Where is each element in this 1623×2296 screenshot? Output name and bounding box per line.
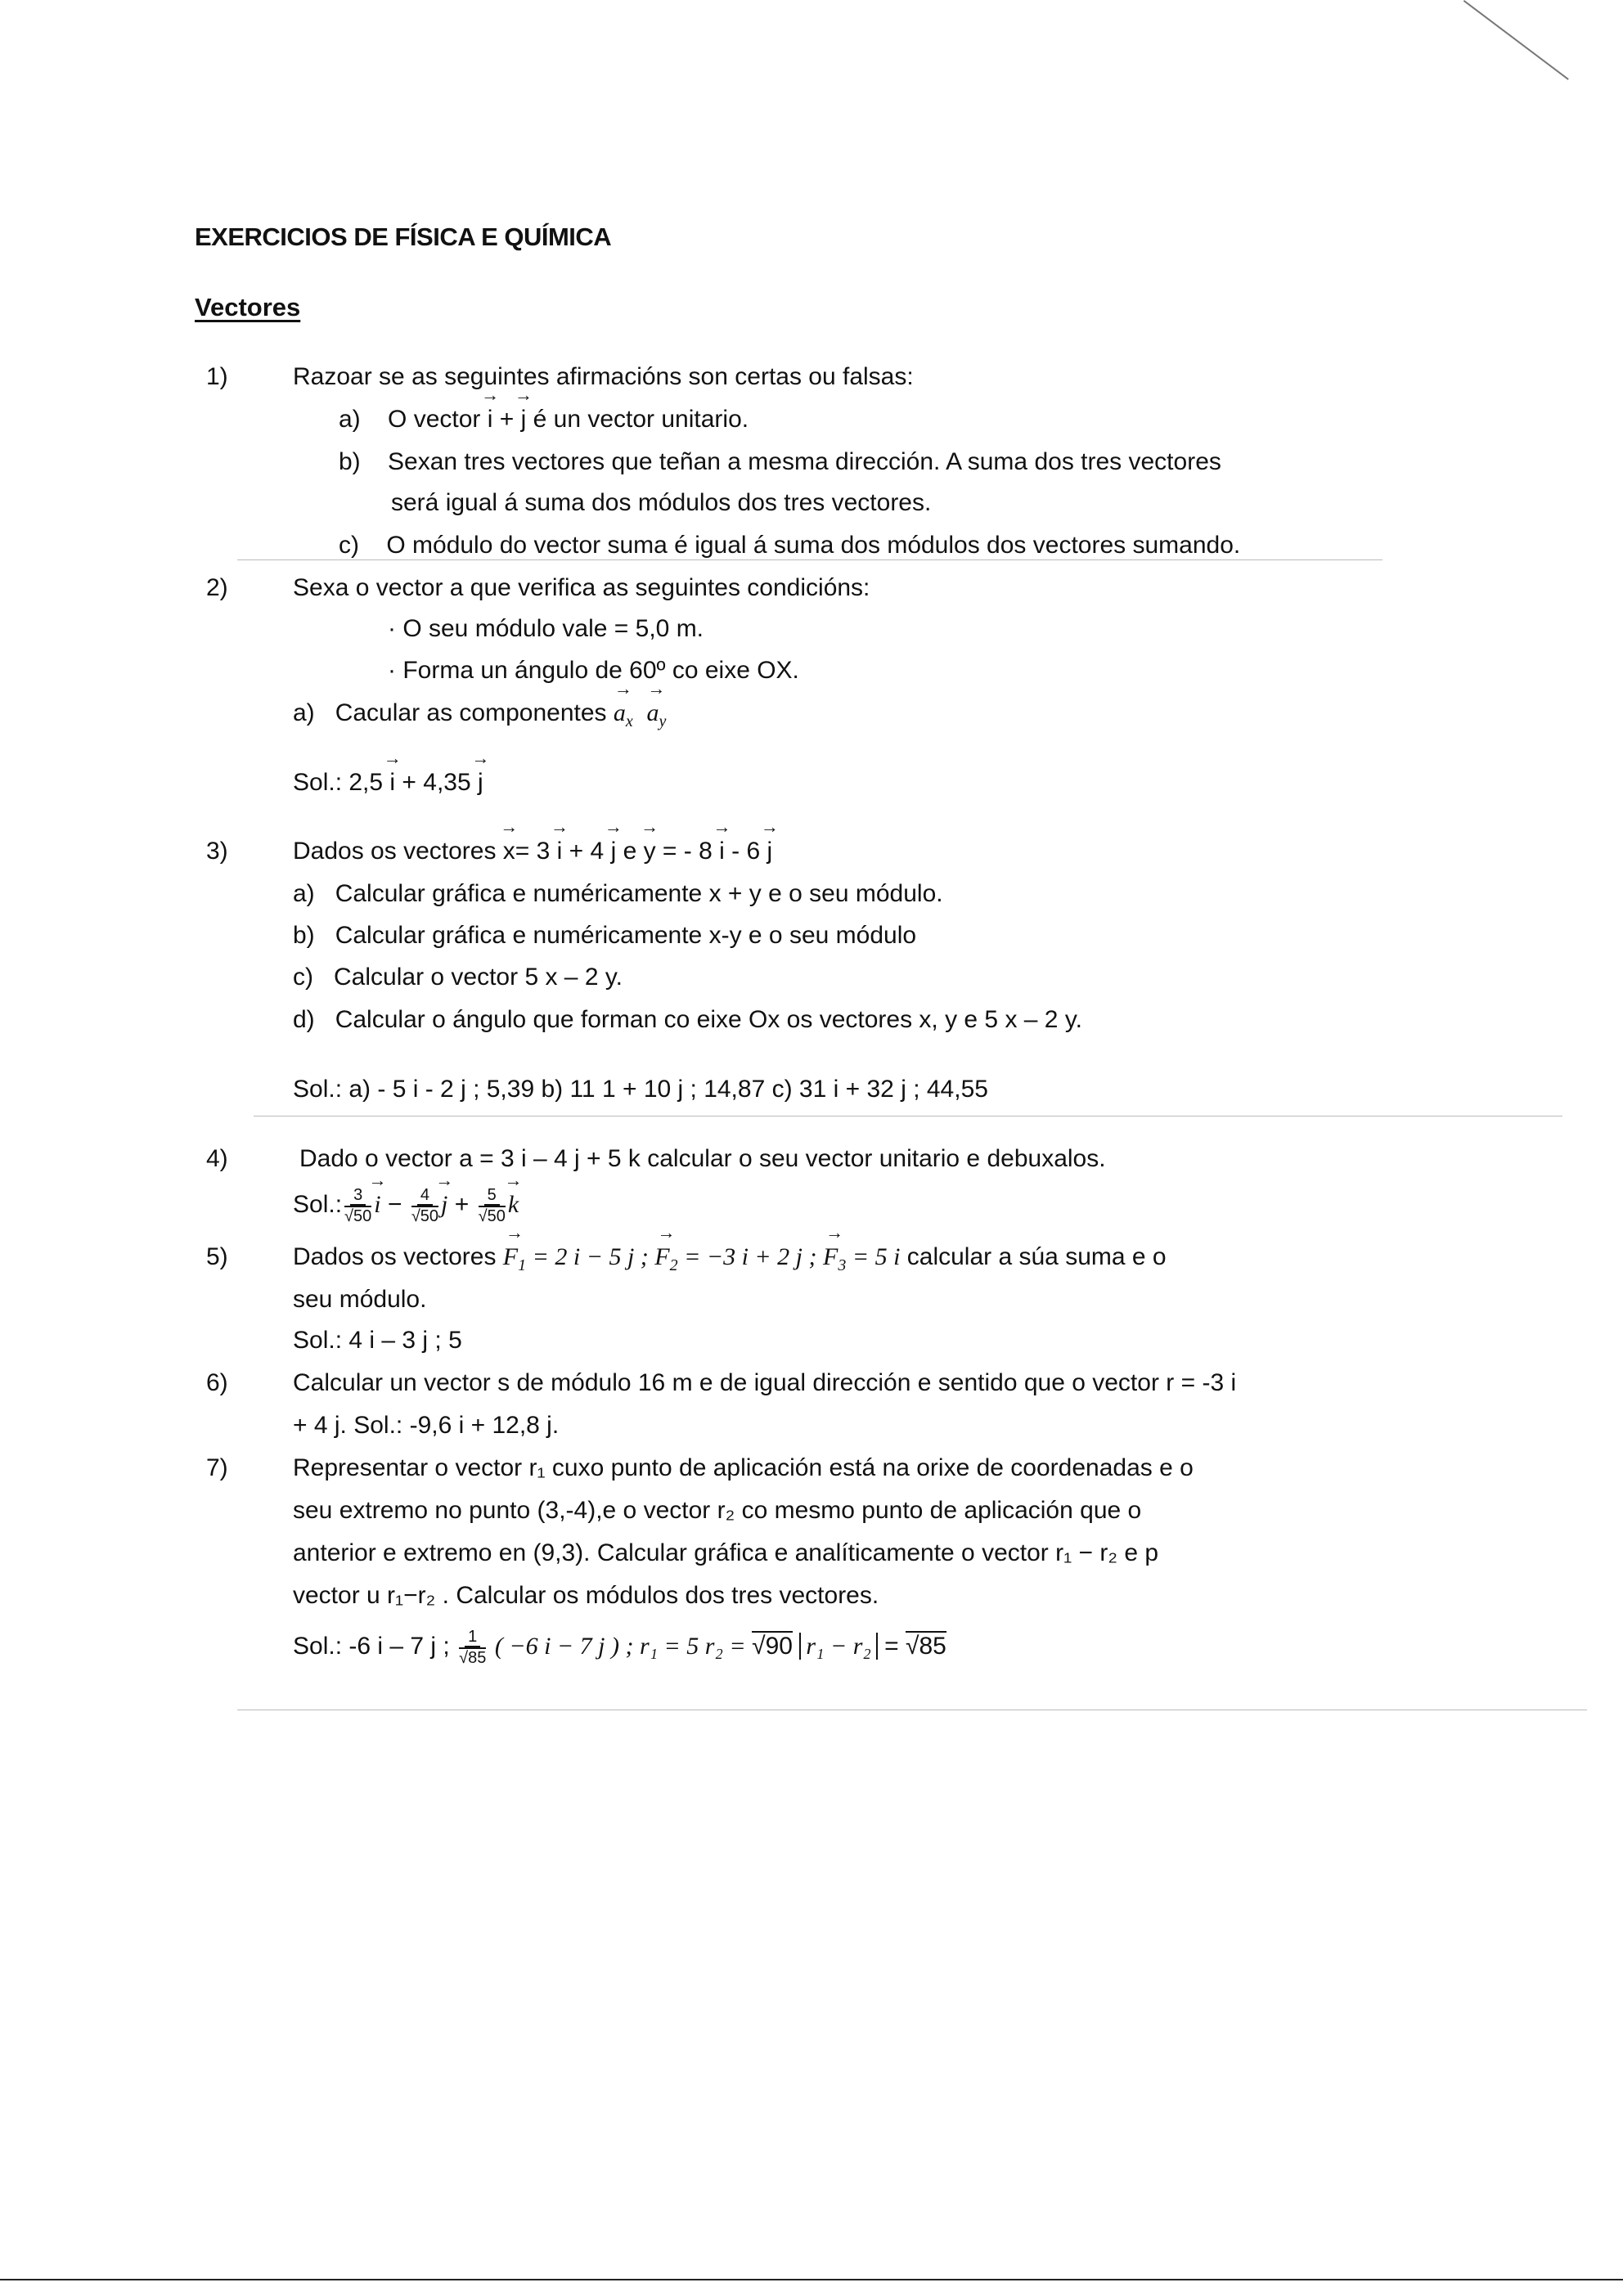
unit-k: → k [508, 1189, 519, 1220]
unit-i: → i [374, 1189, 380, 1220]
exercise-3c: c) Calcular o vector 5 x – 2 y. [293, 964, 623, 991]
exercise-7-line-3: anterior e extremo en (9,3). Calcular gráfica e analíticamente o vector r₁ − r₂ e p [293, 1539, 1159, 1566]
condition-2: · Forma un ángulo de 60º co eixe OX. [388, 657, 799, 684]
item-label: a) [339, 406, 361, 433]
expression: x, y e 5 x – 2 y. [919, 1006, 1082, 1033]
exercise-5-number: 5) [206, 1243, 228, 1270]
vector-i: → i [557, 836, 563, 867]
exercise-3a: a) Calcular gráfica e numéricamente x + y e o seu módulo. [293, 880, 943, 907]
exercise-6-number: 6) [206, 1369, 228, 1396]
expression: x + y [708, 880, 762, 907]
vector-j: → j [478, 767, 483, 798]
item-label: a) [293, 699, 315, 726]
condition-1: · O seu módulo vale = 5,0 m. [388, 615, 704, 642]
exercise-7-line-4: vector u r₁−r₂ . Calcular os módulos dos tres vectores. [293, 1582, 879, 1609]
exercise-7-line-2: seu extremo no punto (3,-4),e o vector r₂ co mesmo punto de aplicación que o [293, 1497, 1142, 1524]
exercise-7-number: 7) [206, 1454, 228, 1481]
exercise-3-solution: Sol.: a) - 5 i - 2 j ; 5,39 b) 11 1 + 10 j ; 14,87 c) 31 i + 32 j ; 44,55 [293, 1076, 988, 1103]
vector-ax: → $a_x$ [614, 698, 633, 737]
fraction: $\frac{1}{√85}$ [459, 1628, 487, 1667]
exercise-1c: c) O módulo do vector suma é igual á suma dos módulos dos vectores sumando. [339, 532, 1241, 559]
expression: 5 x – 2 y. [524, 964, 623, 991]
unit-j: → j [441, 1189, 447, 1220]
exercise-5-text-cont: seu módulo. [293, 1286, 427, 1313]
section-heading: Vectores [195, 293, 301, 321]
faint-scan-line [254, 1116, 1562, 1117]
vector-F3: → $F_3$ [823, 1242, 846, 1281]
faint-scan-line [237, 559, 1382, 560]
exercise-3-number: 3) [206, 838, 228, 865]
exercise-2-number: 2) [206, 574, 228, 601]
exercise-6-text-cont: + 4 j. Sol.: -9,6 i + 12,8 j. [293, 1412, 560, 1439]
exercise-3-text: Dados os vectores → x= 3 → i + 4 → j e → y = - 8 → i - 6 → j [293, 836, 772, 867]
vector-j: → j [767, 836, 773, 867]
exercise-3d: d) Calcular o ángulo que forman co eixe Ox os vectores x, y e 5 x – 2 y. [293, 1006, 1082, 1033]
exercise-1a: a) O vector → i + → j é un vector unitario. [339, 404, 749, 435]
exercise-6-text: Calcular un vector s de módulo 16 m e de igual dirección e sentido que o vector r = -3 i [293, 1369, 1237, 1396]
item-label: c) [293, 964, 313, 991]
item-label: d) [293, 1006, 315, 1033]
exercise-4-solution: Sol.: $\frac{3}{√50}$ → i − $\frac{4}{√50}$ → j + $\frac{5}{√50}$ → k [293, 1186, 519, 1225]
exercise-7-line-1: Representar o vector r₁ cuxo punto de aplicación está na orixe de coordenadas e o [293, 1454, 1194, 1481]
scan-mark [1463, 0, 1569, 80]
exercise-7-solution: Sol.: -6 i – 7 j ; $\frac{1}{√85}$ ( −6 i − 7 j ) ; r₁ = 5 r₂ = √90 r₁ − r₂ = √85 [293, 1628, 946, 1667]
vector-i: → i [719, 836, 725, 867]
fraction: $\frac{5}{√50}$ [478, 1186, 506, 1225]
vector-j: → j [611, 836, 617, 867]
exercise-4-text: Dado o vector a = 3 i – 4 j + 5 k calcular o seu vector unitario e debuxalos. [299, 1145, 1106, 1172]
exercise-1-number: 1) [206, 363, 228, 390]
vector-y: → y [644, 836, 656, 867]
exercise-2-text: Sexa o vector a que verifica as seguintes condicións: [293, 574, 870, 601]
item-label: b) [293, 922, 315, 949]
magnitude: r₁ − r₂ [799, 1633, 877, 1660]
exercise-2a: a) Cacular as componentes → $a_x \to a_y$ [293, 698, 666, 737]
vector-ay: → $a_y$ [646, 698, 666, 737]
vector-j: → j [521, 404, 527, 435]
item-label: a) [293, 880, 315, 907]
page-edge-line [0, 2279, 1623, 2280]
vector-i: → i [389, 767, 395, 798]
fraction: $\frac{3}{√50}$ [344, 1186, 372, 1225]
vector-F2: → $F_2$ [654, 1242, 677, 1281]
vector-i: → i [488, 404, 493, 435]
exercise-1b-cont: será igual á suma dos módulos dos tres vectores. [391, 489, 932, 516]
exercise-4-number: 4) [206, 1145, 228, 1172]
exercise-3b: b) Calcular gráfica e numéricamente x-y e o seu módulo [293, 922, 917, 949]
item-label: b) [339, 448, 361, 475]
expression: x-y [708, 922, 742, 949]
exercise-1-text: Razoar se as seguintes afirmacións son certas ou falsas: [293, 363, 914, 390]
fraction: $\frac{4}{√50}$ [411, 1186, 439, 1225]
exercise-5-solution: Sol.: 4 i – 3 j ; 5 [293, 1327, 462, 1354]
exercise-5-text: Dados os vectores → $F_1 = 2$ i − 5 j ; → $F_2 = -3$ i + 2 j ; → $F_3 = 5$ i calcular a súa suma e o [293, 1242, 1167, 1281]
exercise-1b: b) Sexan tres vectores que teñan a mesma dirección. A suma dos tres vectores [339, 448, 1221, 475]
exercise-2-solution: Sol.: 2,5 → i + 4,35 → j [293, 767, 483, 798]
item-label: c) [339, 532, 359, 559]
vector-F1: → $F_1$ [503, 1242, 526, 1281]
vector-x: → x [503, 836, 515, 867]
document-title: EXERCICIOS DE FÍSICA E QUÍMICA [195, 222, 612, 251]
